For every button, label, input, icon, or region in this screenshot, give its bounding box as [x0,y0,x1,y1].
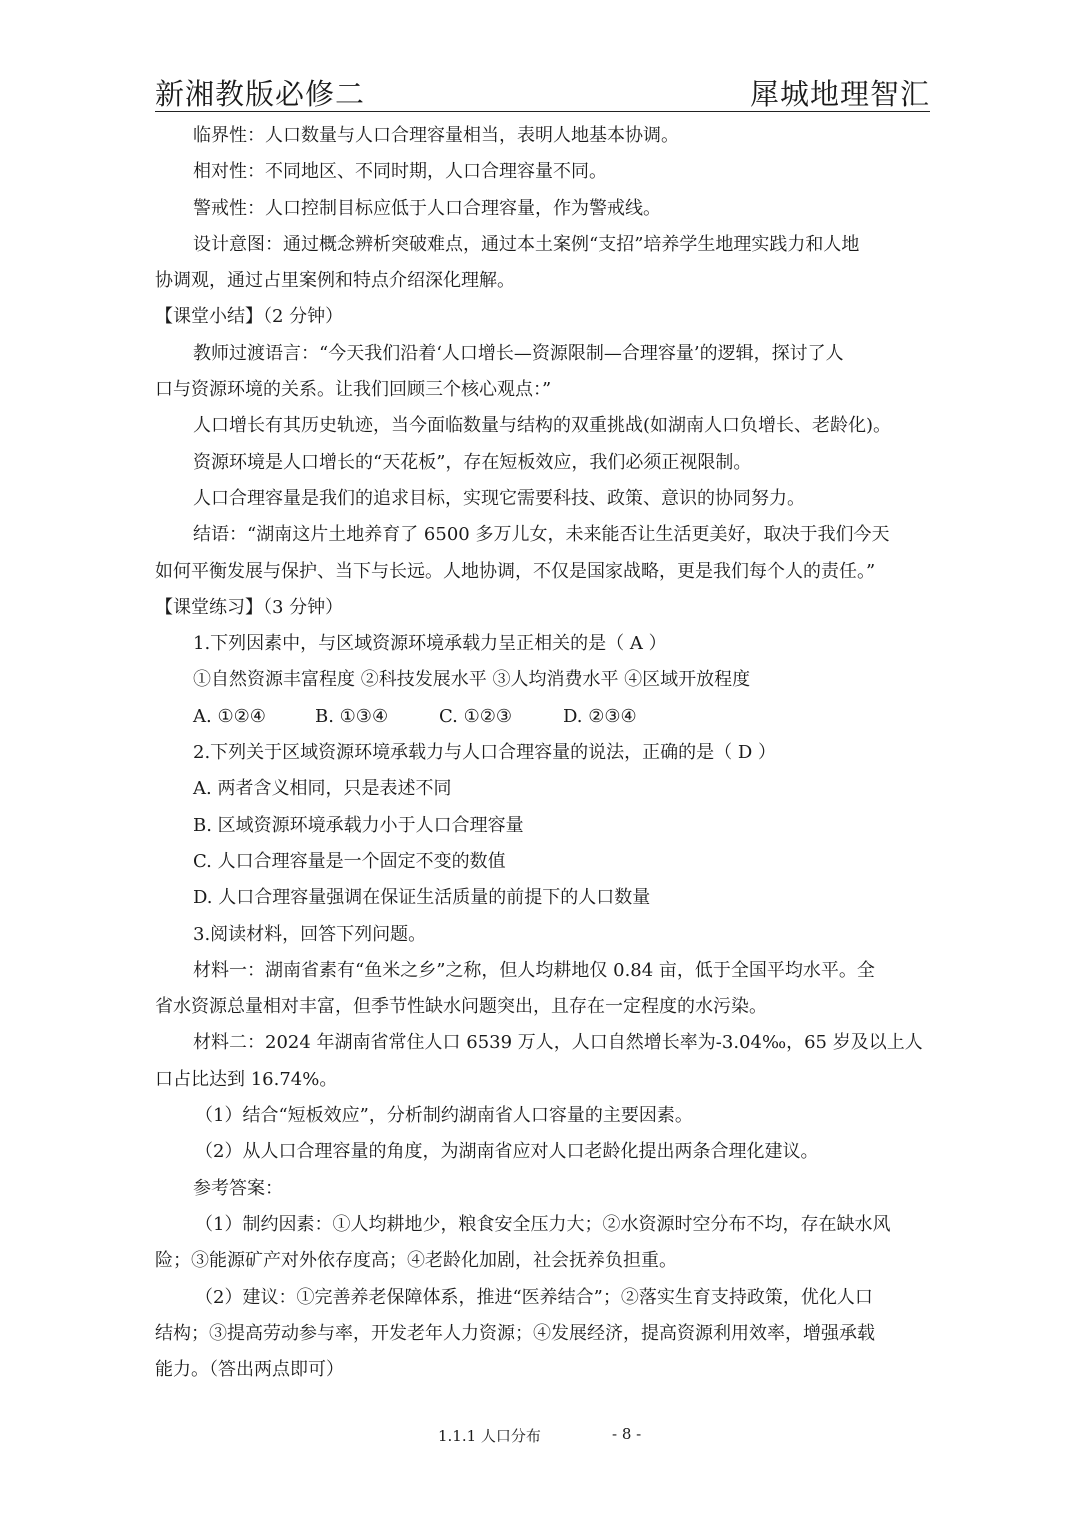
section-heading-summary: 【课堂小结】（2 分钟） [155,306,344,328]
answer-2: （2）建议：①完善养老保障体系，推进“医养结合”；②落实生育支持政策，优化人口 [195,1286,873,1308]
question-2-option-a: A. 两者含义相同，只是表述不同 [193,778,452,800]
question-2-option-c: C. 人口合理容量是一个固定不变的数值 [193,850,506,872]
text-line: 资源环境是人口增长的“天花板”，存在短板效应，我们必须正视限制。 [193,451,752,473]
option-a: A. ①②④ [193,705,266,727]
question-1-items: ①自然资源丰富程度 ②科技发展水平 ③人均消费水平 ④区域开放程度 [193,669,751,691]
question-3-part-1: （1）结合“短板效应”，分析制约湖南省人口容量的主要因素。 [195,1105,693,1127]
question-2-option-d: D. 人口合理容量强调在保证生活质量的前提下的人口数量 [193,887,651,909]
text-line: 设计意图：通过概念辨析突破难点，通过本土案例“支招”培养学生地理实践力和人地 [193,233,860,255]
text-line: 协调观，通过占里案例和特点介绍深化理解。 [155,270,515,292]
text-line: 结语：“湖南这片土地养育了 6500 多万儿女，未来能否让生活更美好，取决于我们今天 [193,524,890,546]
material-1: 材料一：湖南省素有“鱼米之乡”之称，但人均耕地仅 0.84 亩，低于全国平均水平。全 [193,959,875,981]
text-line: 教师过渡语言：“今天我们沿着‘人口增长—资源限制—合理容量’的逻辑，探讨了人 [193,342,844,364]
question-2-option-b: B. 区域资源环境承载力小于人口合理容量 [193,814,524,836]
text-line: 口与资源环境的关系。让我们回顾三个核心观点：” [155,379,552,401]
answer-2-end: 能力。（答出两点即可） [155,1359,344,1381]
answer-1: （1）制约因素：①人均耕地少，粮食安全压力大；②水资源时空分布不均，存在缺水风 [195,1213,891,1235]
material-2-cont: 口占比达到 16.74%。 [155,1068,338,1090]
footer-section: 1.1.1 人口分布 [438,1427,541,1445]
question-1: 1.下列因素中，与区域资源环境承载力呈正相关的是（ A ） [193,633,667,655]
text-line: 人口增长有其历史轨迹，当今面临数量与结构的双重挑战(如湖南人口负增长、老龄化)。 [193,415,892,437]
answer-heading: 参考答案： [193,1177,283,1199]
page-header [155,72,930,110]
question-1-options [155,699,935,735]
answer-2-cont: 结构；③提高劳动参与率，开发老年人力资源；④发展经济，提高资源利用效率，增强承载 [155,1322,875,1344]
page-number: - 8 - [612,1425,642,1443]
question-3-part-2: （2）从人口合理容量的角度，为湖南省应对人口老龄化提出两条合理化建议。 [195,1141,819,1163]
answer-1-cont: 险；③能源矿产对外依存度高；④老龄化加剧，社会抚养负担重。 [155,1250,677,1272]
question-3: 3.阅读材料，回答下列问题。 [193,923,427,945]
option-d: D. ②③④ [563,705,637,727]
header-book-title: 新湘教版必修二 [155,77,366,111]
text-line: 临界性：人口数量与人口合理容量相当，表明人地基本协调。 [193,125,679,146]
material-2: 材料二：2024 年湖南省常住人口 6539 万人，人口自然增长率为-3.04‰，65 岁及以上人 [193,1032,923,1054]
text-line: 相对性：不同地区、不同时期，人口合理容量不同。 [193,161,607,183]
header-divider [155,111,930,112]
text-line: 警戒性：人口控制目标应低于人口合理容量，作为警戒线。 [193,197,661,219]
question-2: 2.下列关于区域资源环境承载力与人口合理容量的说法，正确的是（ D ） [193,742,777,764]
section-heading-practice: 【课堂练习】（3 分钟） [155,596,344,618]
material-1-cont: 省水资源总量相对丰富，但季节性缺水问题突出，且存在一定程度的水污染。 [155,996,767,1018]
text-line: 如何平衡发展与保护、当下与长远。人地协调，不仅是国家战略，更是我们每个人的责任。” [155,560,876,582]
option-b: B. ①③④ [315,705,389,727]
page-body [155,118,935,1388]
header-publisher: 犀城地理智汇 [749,77,930,111]
text-line: 人口合理容量是我们的追求目标，实现它需要科技、政策、意识的协同努力。 [193,487,805,509]
option-c: C. ①②③ [439,705,512,727]
